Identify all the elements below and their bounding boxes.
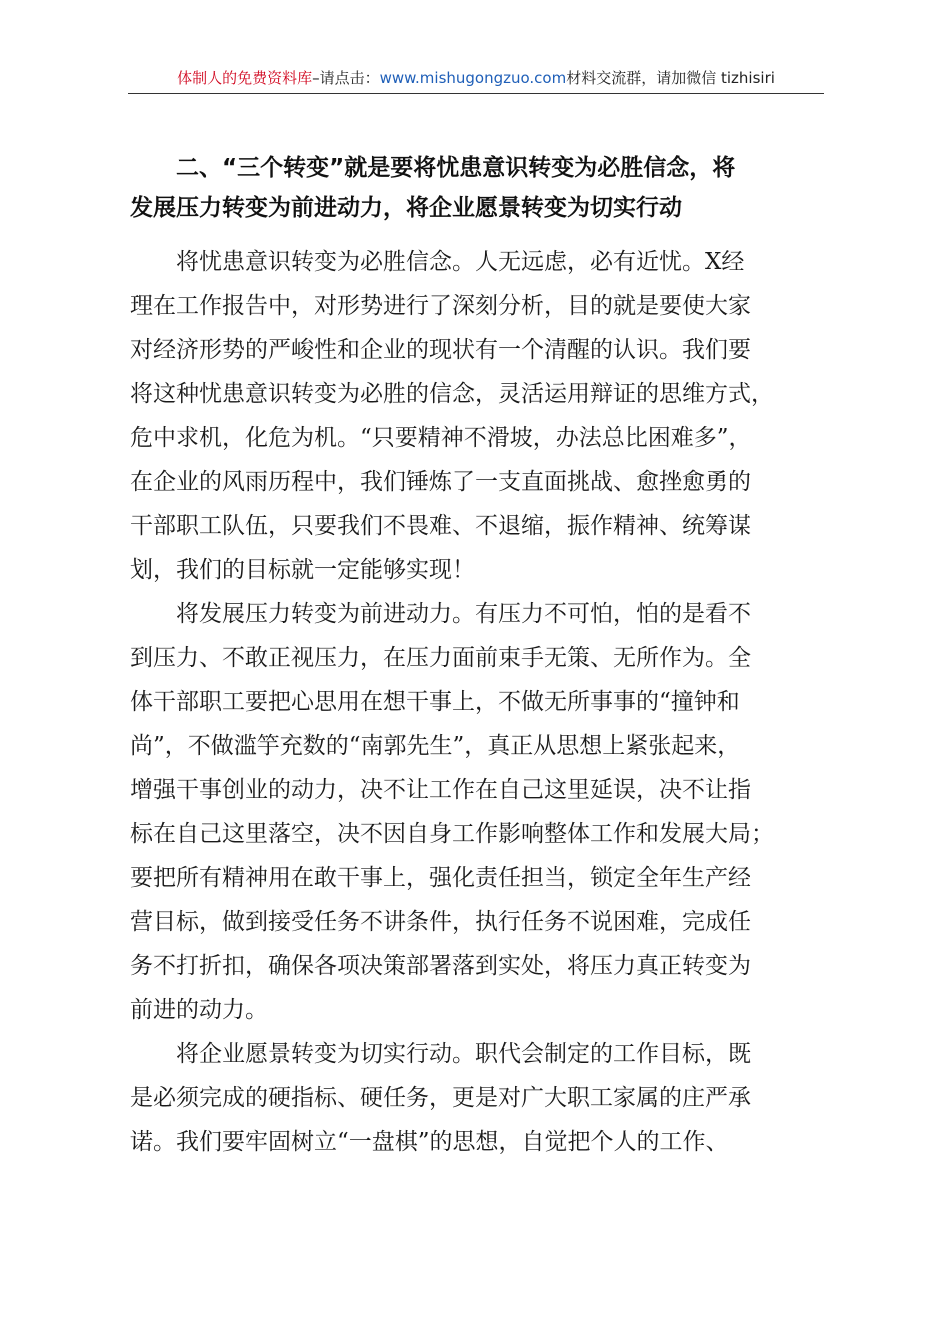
page-header bbox=[128, 66, 824, 90]
paragraph-line: 前进的动力。 bbox=[130, 997, 268, 1023]
header-contact: 材料交流群，请加微信 tizhisiri bbox=[566, 69, 775, 87]
paragraph-line: 划，我们的目标就一定能够实现！ bbox=[130, 557, 475, 583]
header-divider bbox=[128, 93, 824, 94]
paragraph-line: 干部职工队伍，只要我们不畏难、不退缩，振作精神、统筹谋 bbox=[130, 513, 751, 539]
paragraph-line: 务不打折扣，确保各项决策部署落到实处，将压力真正转变为 bbox=[130, 953, 751, 979]
paragraph-line: 是必须完成的硬指标、硬任务，更是对广大职工家属的庄严承 bbox=[130, 1085, 751, 1111]
paragraph-line: 危中求机，化危为机。“只要精神不滑坡，办法总比困难多”， bbox=[130, 425, 752, 451]
paragraph-line: 将这种忧患意识转变为必胜的信念，灵活运用辩证的思维方式， bbox=[130, 381, 774, 407]
paragraph-line: 理在工作报告中，对形势进行了深刻分析，目的就是要使大家 bbox=[130, 293, 751, 319]
paragraph-line: 对经济形势的严峻性和企业的现状有一个清醒的认识。我们要 bbox=[130, 337, 751, 363]
paragraph-line: 增强干事创业的动力，决不让工作在自己这里延误，决不让指 bbox=[130, 777, 751, 803]
paragraph-line: 诺。我们要牢固树立“一盘棋”的思想，自觉把个人的工作、 bbox=[130, 1129, 729, 1155]
paragraph-line: 到压力、不敢正视压力，在压力面前束手无策、无所作为。全 bbox=[130, 645, 751, 671]
paragraph-1 bbox=[130, 240, 824, 592]
paragraph-line: 将忧患意识转变为必胜信念。人无远虑，必有近忧。X经 bbox=[176, 249, 745, 275]
paragraph-line: 体干部职工要把心思用在想干事上，不做无所事事的“撞钟和 bbox=[130, 689, 740, 715]
header-prompt: –请点击： bbox=[312, 69, 380, 87]
paragraph-line: 营目标，做到接受任务不讲条件，执行任务不说困难，完成任 bbox=[130, 909, 751, 935]
paragraph-line: 在企业的风雨历程中，我们锤炼了一支直面挑战、愈挫愈勇的 bbox=[130, 469, 751, 495]
heading-line: 发展压力转变为前进动力，将企业愿景转变为切实行动 bbox=[130, 195, 682, 221]
paragraph-line: 尚”，不做滥竽充数的“南郭先生”，真正从思想上紧张起来， bbox=[130, 733, 741, 759]
paragraph-3 bbox=[130, 1032, 824, 1164]
section-heading bbox=[130, 148, 824, 228]
header-site-name: 体制人的免费资料库 bbox=[177, 69, 313, 87]
paragraph-line: 标在自己这里落空，决不因自身工作影响整体工作和发展大局； bbox=[130, 821, 774, 847]
header-url-link[interactable]: www.mishugongzuo.com bbox=[379, 69, 567, 87]
paragraph-line: 将企业愿景转变为切实行动。职代会制定的工作目标，既 bbox=[176, 1041, 751, 1067]
paragraph-2 bbox=[130, 592, 824, 1032]
document-body bbox=[130, 240, 824, 1164]
paragraph-line: 将发展压力转变为前进动力。有压力不可怕，怕的是看不 bbox=[176, 601, 751, 627]
heading-line: 二、“三个转变”就是要将忧患意识转变为必胜信念，将 bbox=[176, 155, 736, 181]
paragraph-line: 要把所有精神用在敢干事上，强化责任担当，锁定全年生产经 bbox=[130, 865, 751, 891]
